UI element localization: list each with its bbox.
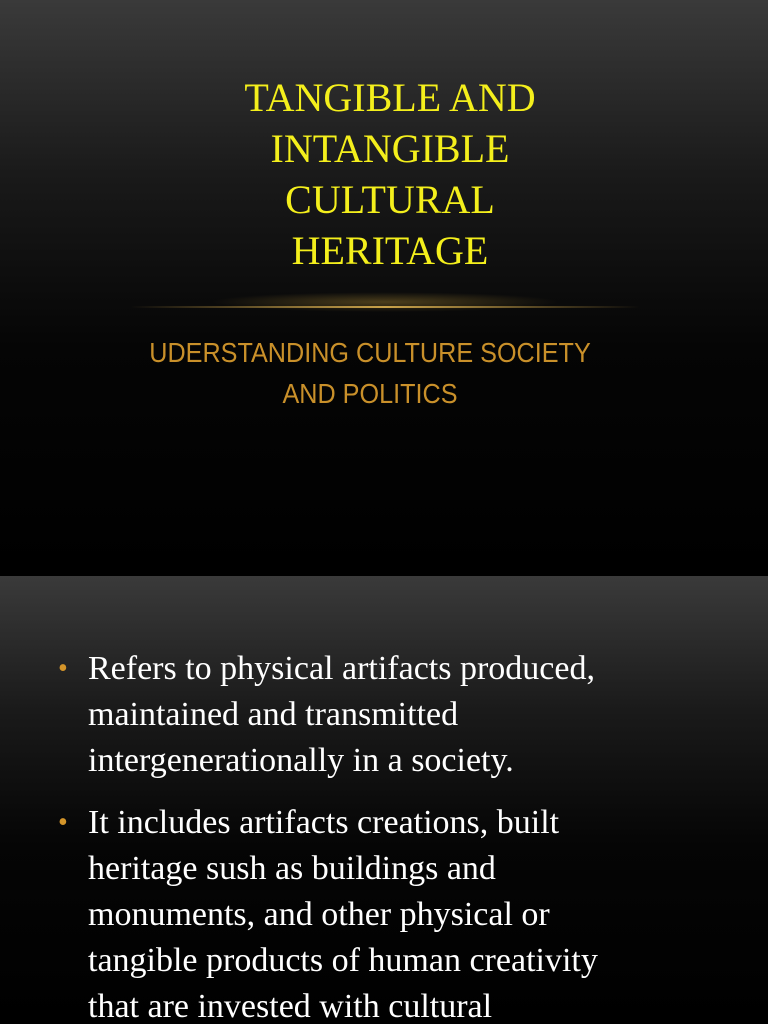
slide-title-line: TANGIBLE AND bbox=[244, 75, 536, 120]
bullet-line: that are invested with cultural bbox=[88, 988, 493, 1024]
bullet-line: tangible products of human creativity bbox=[88, 942, 598, 979]
slide-subtitle-line: UDERSTANDING CULTURE SOCIETY bbox=[149, 337, 591, 368]
slide-title-line: HERITAGE bbox=[291, 228, 489, 273]
bullet-text bbox=[88, 800, 746, 1024]
bullet-line: intergenerationally in a society. bbox=[88, 742, 514, 779]
bullet-line: Refers to physical artifacts produced, bbox=[88, 650, 595, 687]
bullet-list bbox=[56, 646, 746, 1024]
divider-glow bbox=[210, 292, 560, 312]
bullet-line: maintained and transmitted bbox=[88, 696, 459, 733]
bullet-text bbox=[88, 646, 746, 784]
content-slide bbox=[0, 576, 768, 1024]
title-divider bbox=[130, 284, 640, 328]
bullet-icon: • bbox=[58, 807, 68, 838]
slide-subtitle-line: AND POLITICS bbox=[282, 378, 458, 409]
bullet-icon: • bbox=[58, 653, 68, 684]
bullet-line: heritage sush as buildings and bbox=[88, 850, 496, 887]
bullet-item bbox=[56, 800, 746, 1024]
slide-title-line: INTANGIBLE bbox=[270, 126, 510, 171]
bullet-item bbox=[56, 646, 746, 784]
slide-subtitle bbox=[127, 332, 613, 414]
divider-line bbox=[130, 306, 640, 308]
slide-title bbox=[120, 72, 660, 276]
slide-title-line: CULTURAL bbox=[285, 177, 495, 222]
bullet-line: It includes artifacts creations, built bbox=[88, 804, 560, 841]
bullet-line: monuments, and other physical or bbox=[88, 896, 550, 933]
